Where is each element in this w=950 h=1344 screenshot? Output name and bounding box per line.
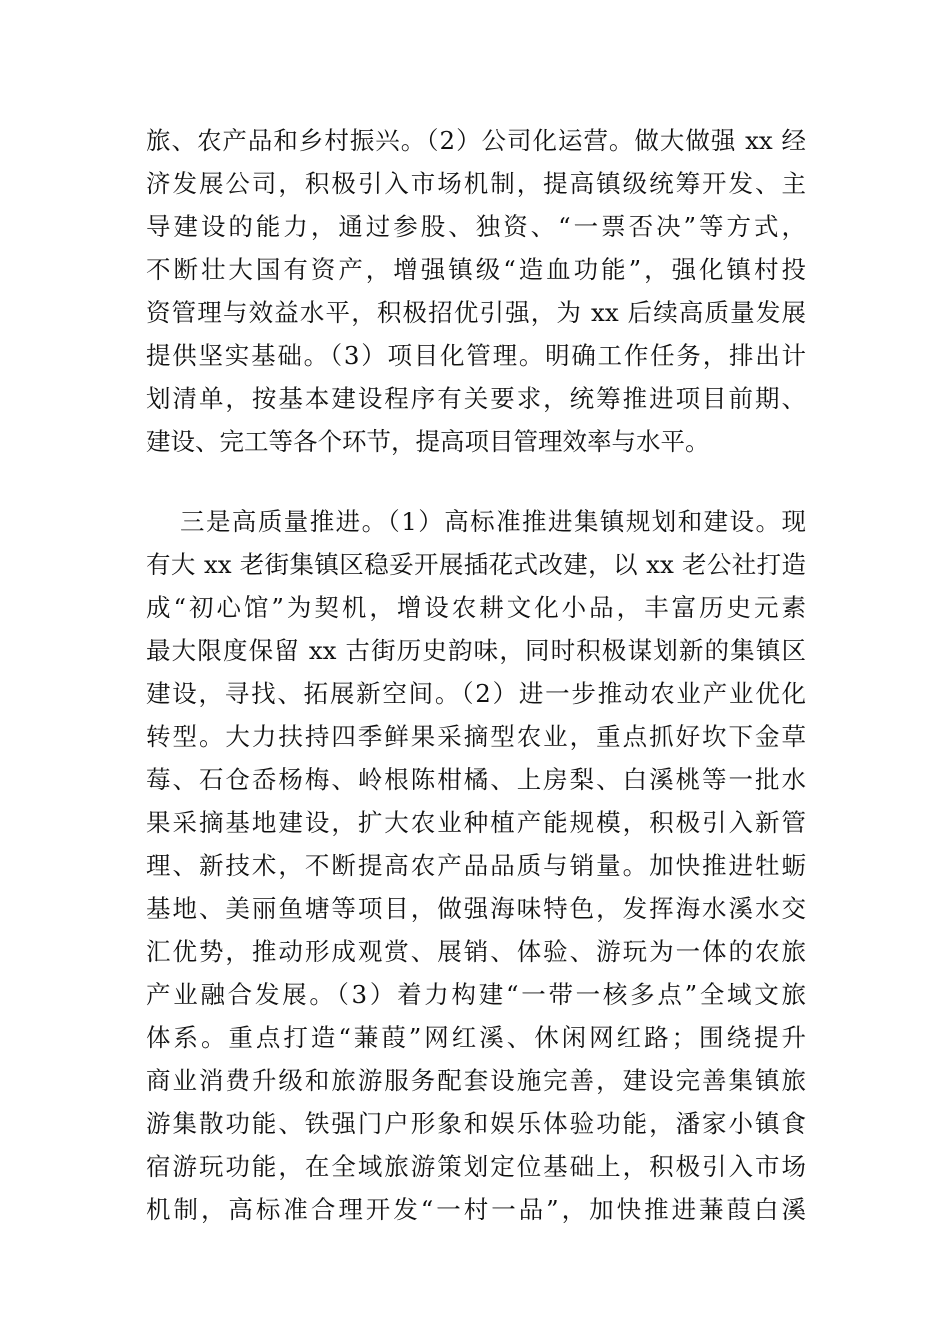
paragraph-start-line: 三是高质量推进。（1）高标准推进集镇规划和建设。现 bbox=[180, 507, 806, 536]
text-line: 汇优势，推动形成观赏、展销、体验、游玩为一体的农旅 bbox=[146, 937, 806, 966]
text-line: 提供坚实基础。（3）项目化管理。明确工作任务，排出计 bbox=[146, 341, 806, 370]
text-line: 商业消费升级和旅游服务配套设施完善，建设完善集镇旅 bbox=[146, 1066, 806, 1095]
text-line: 成“初心馆”为契机，增设农耕文化小品，丰富历史元素 bbox=[146, 593, 806, 622]
text-line: 基地、美丽鱼塘等项目，做强海味特色，发挥海水溪水交 bbox=[146, 894, 806, 923]
text-line: 游集散功能、铁强门户形象和娱乐体验功能，潘家小镇食 bbox=[146, 1109, 806, 1138]
text-line: 转型。大力扶持四季鲜果采摘型农业，重点抓好坎下金草 bbox=[146, 722, 806, 751]
text-line: 旅、农产品和乡村振兴。（2）公司化运营。做大做强 xx 经 bbox=[146, 126, 806, 155]
text-line: 资管理与效益水平，积极招优引强，为 xx 后续高质量发展 bbox=[146, 298, 806, 327]
text-line: 莓、石仓岙杨梅、岭根陈柑橘、上房梨、白溪桃等一批水 bbox=[146, 765, 806, 794]
text-line: 体系。重点打造“蒹葭”网红溪、休闲网红路；围绕提升 bbox=[146, 1023, 806, 1052]
text-line: 有大 xx 老街集镇区稳妥开展插花式改建，以 xx 老公社打造 bbox=[146, 550, 806, 579]
text-line: 建设、完工等各个环节，提高项目管理效率与水平。 bbox=[146, 427, 710, 456]
text-line: 划清单，按基本建设程序有关要求，统筹推进项目前期、 bbox=[146, 384, 806, 413]
text-line: 济发展公司，积极引入市场机制，提高镇级统筹开发、主 bbox=[146, 169, 806, 198]
text-line: 最大限度保留 xx 古街历史韵味，同时积极谋划新的集镇区 bbox=[146, 636, 806, 665]
text-line: 建设，寻找、拓展新空间。（2）进一步推动农业产业优化 bbox=[146, 679, 806, 708]
text-line: 果采摘基地建设，扩大农业种植产能规模，积极引入新管 bbox=[146, 808, 806, 837]
text-line: 宿游玩功能，在全域旅游策划定位基础上，积极引入市场 bbox=[146, 1152, 806, 1181]
text-line: 机制，高标准合理开发“一村一品”，加快推进蒹葭白溪 bbox=[146, 1195, 806, 1224]
text-line: 导建设的能力，通过参股、独资、“一票否决”等方式， bbox=[146, 212, 806, 241]
text-line: 理、新技术，不断提高农产品品质与销量。加快推进牡蛎 bbox=[146, 851, 806, 880]
text-line: 不断壮大国有资产，增强镇级“造血功能”，强化镇村投 bbox=[146, 255, 806, 284]
text-line: 产业融合发展。（3）着力构建“一带一核多点”全域文旅 bbox=[146, 980, 806, 1009]
